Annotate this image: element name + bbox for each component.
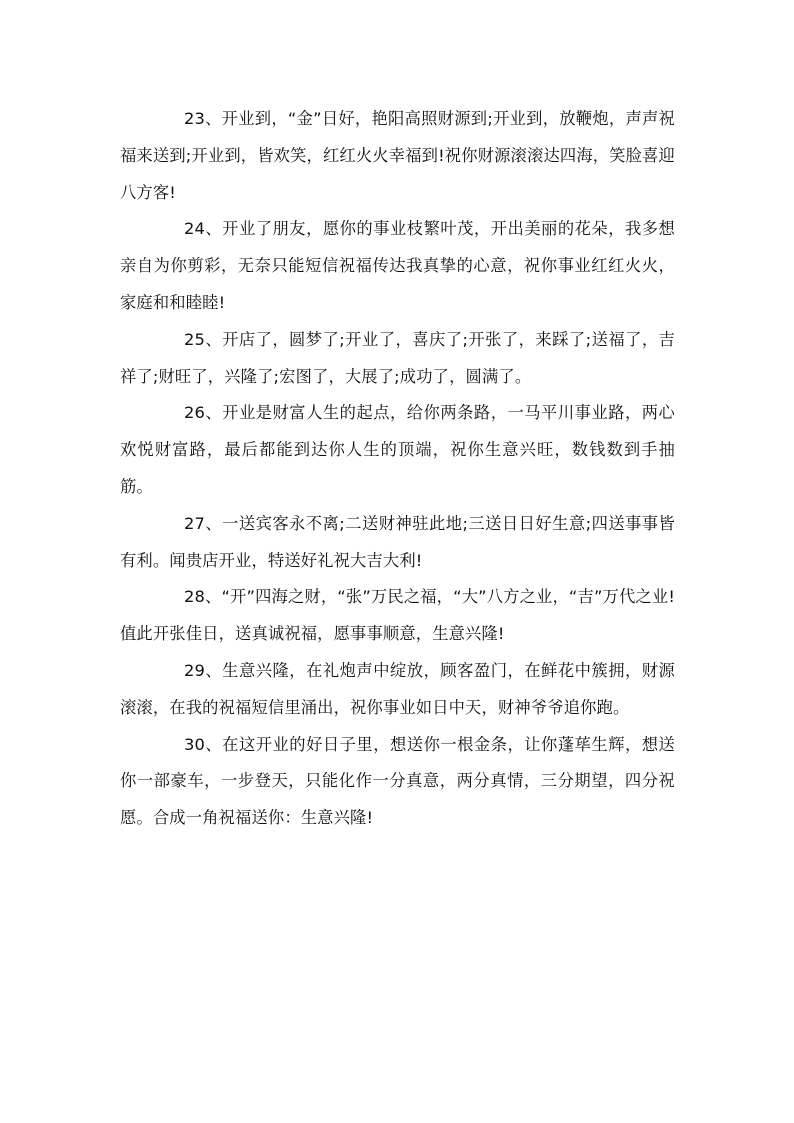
paragraph-29: 29、生意兴隆，在礼炮声中绽放，顾客盈门，在鲜花中簇拥，财源滚滚，在我的祝福短信里涌出，祝你事业如日中天，财神爷爷追你跑。	[120, 660, 675, 717]
paragraph-27: 27、一送宾客永不离;二送财神驻此地;三送日日好生意;四送事事皆有利。闻贵店开业，特送好礼祝大吉大利!	[120, 513, 675, 570]
document-body	[120, 101, 675, 837]
paragraph-26: 26、开业是财富人生的起点，给你两条路，一马平川事业路，两心欢悦财富路，最后都能到达你人生的顶端，祝你生意兴旺，数钱数到手抽筋。	[120, 403, 675, 496]
paragraph-23: 23、开业到，“金”日好，艳阳高照财源到;开业到，放鞭炮，声声祝福来送到;开业到，皆欢笑，红红火火幸福到!祝你财源滚滚达四海，笑脸喜迎八方客!	[120, 109, 675, 202]
paragraph-24: 24、开业了朋友，愿你的事业枝繁叶茂，开出美丽的花朵，我多想亲自为你剪彩，无奈只能短信祝福传达我真挚的心意，祝你事业红红火火，家庭和和睦睦!	[120, 219, 675, 312]
paragraph-25: 25、开店了，圆梦了;开业了，喜庆了;开张了，来踩了;送福了，吉祥了;财旺了，兴隆了;宏图了，大展了;成功了，圆满了。	[120, 329, 675, 386]
paragraph-30: 30、在这开业的好日子里，想送你一根金条，让你蓬荜生辉，想送你一部豪车，一步登天，只能化作一分真意，两分真情，三分期望，四分祝愿。合成一角祝福送你：生意兴隆!	[120, 734, 675, 828]
paragraph-28: 28、“开”四海之财，“张”万民之福，“大”八方之业，“吉”万代之业!值此开张佳日，送真诚祝福，愿事事顺意，生意兴隆!	[120, 587, 675, 644]
